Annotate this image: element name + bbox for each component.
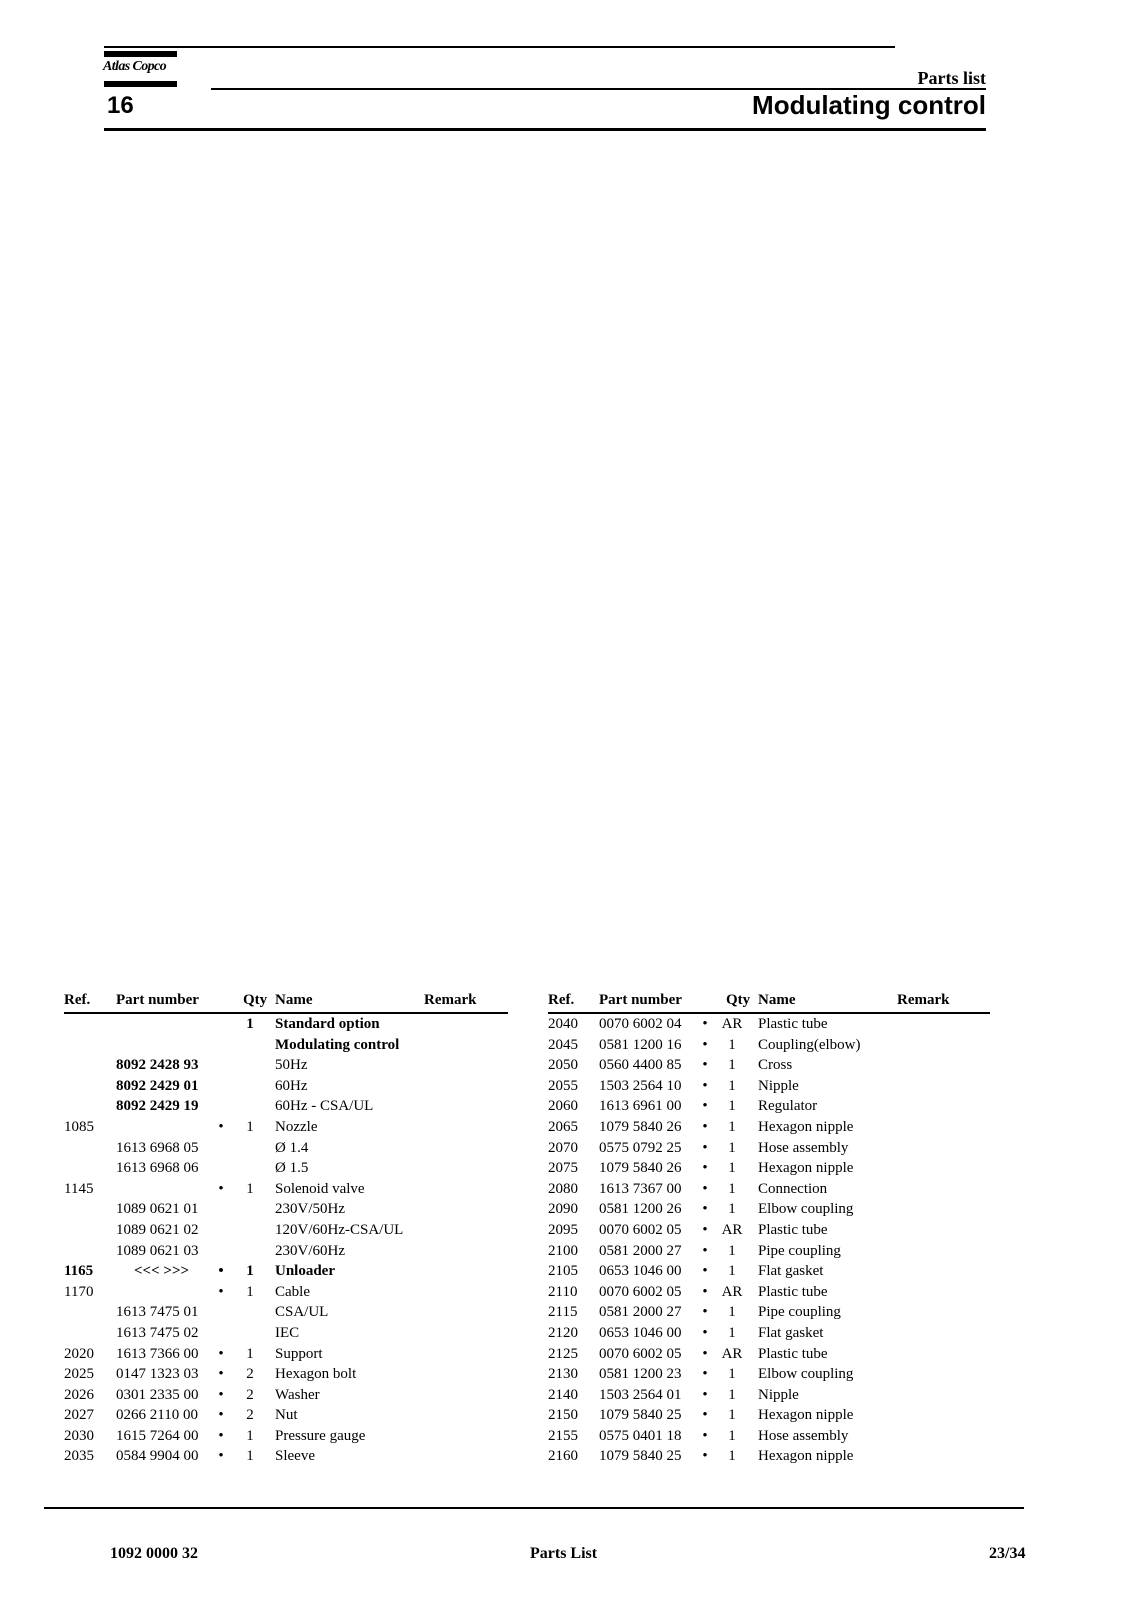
table-row bbox=[64, 1282, 508, 1303]
part-number-cell: 0301 2335 00 bbox=[116, 1386, 199, 1403]
part-number-cell: 1089 0621 02 bbox=[116, 1221, 199, 1238]
bullet-cell: • bbox=[702, 1448, 708, 1465]
bullet-cell: • bbox=[702, 1180, 708, 1197]
bullet-cell: • bbox=[702, 1304, 708, 1321]
bullet-cell: • bbox=[702, 1057, 708, 1074]
ref-cell: 2045 bbox=[548, 1036, 578, 1053]
table-row bbox=[548, 1364, 990, 1385]
table-row bbox=[64, 1158, 508, 1179]
header-part-number: Part number bbox=[599, 992, 682, 1008]
bullet-cell: • bbox=[218, 1427, 224, 1444]
qty-cell: 1 bbox=[246, 1016, 254, 1032]
part-number-cell: 1613 7475 02 bbox=[116, 1324, 199, 1341]
table-row bbox=[548, 1138, 990, 1159]
qty-cell: 1 bbox=[728, 1386, 736, 1403]
table-row bbox=[548, 1385, 990, 1406]
part-number-cell: 0581 2000 27 bbox=[599, 1304, 682, 1321]
table-row bbox=[548, 1405, 990, 1426]
part-number-cell: 1079 5840 26 bbox=[599, 1160, 682, 1177]
qty-cell: 1 bbox=[728, 1263, 736, 1280]
name-cell: Elbow coupling bbox=[758, 1366, 854, 1383]
table-row bbox=[64, 1302, 508, 1323]
table-row bbox=[64, 1385, 508, 1406]
table-row bbox=[548, 1035, 990, 1056]
table-row bbox=[548, 1179, 990, 1200]
part-number-cell: 1089 0621 01 bbox=[116, 1201, 199, 1218]
part-number-cell: 1613 6961 00 bbox=[599, 1098, 682, 1115]
part-number-cell: 8092 2428 93 bbox=[116, 1057, 199, 1074]
qty-cell: 1 bbox=[728, 1180, 736, 1197]
ref-cell: 1165 bbox=[64, 1263, 94, 1280]
qty-cell: AR bbox=[721, 1283, 743, 1300]
part-number-cell: 1079 5840 25 bbox=[599, 1407, 682, 1424]
name-cell: Pipe coupling bbox=[758, 1242, 841, 1259]
table-header bbox=[64, 992, 508, 1012]
ref-cell: 1085 bbox=[64, 1118, 94, 1135]
table-row bbox=[548, 1426, 990, 1447]
name-cell: Cable bbox=[275, 1283, 310, 1300]
part-number-cell: 1089 0621 03 bbox=[116, 1242, 199, 1259]
part-number-cell: 1613 7366 00 bbox=[116, 1345, 199, 1362]
table-row bbox=[548, 1158, 990, 1179]
bullet-cell: • bbox=[702, 1139, 708, 1156]
table-row bbox=[64, 1117, 508, 1138]
qty-cell: 1 bbox=[728, 1139, 736, 1156]
part-number-cell: <<< >>> bbox=[134, 1263, 190, 1280]
ref-cell: 2140 bbox=[548, 1386, 578, 1403]
qty-cell: AR bbox=[721, 1016, 743, 1032]
ref-cell: 2030 bbox=[64, 1427, 94, 1444]
table-row bbox=[548, 1241, 990, 1262]
qty-cell: 2 bbox=[246, 1366, 254, 1383]
bullet-cell: • bbox=[702, 1160, 708, 1177]
parts-table-left bbox=[64, 992, 508, 1465]
table-row bbox=[548, 1199, 990, 1220]
table-row bbox=[548, 1117, 990, 1138]
table-header bbox=[548, 992, 990, 1012]
name-cell: 50Hz bbox=[275, 1057, 308, 1074]
ref-cell: 2040 bbox=[548, 1016, 578, 1032]
ref-cell: 2095 bbox=[548, 1221, 578, 1238]
name-cell: Connection bbox=[758, 1180, 828, 1197]
name-cell: CSA/UL bbox=[275, 1304, 329, 1321]
ref-cell: 2150 bbox=[548, 1407, 578, 1424]
bullet-cell: • bbox=[702, 1283, 708, 1300]
name-cell: Sleeve bbox=[275, 1448, 315, 1465]
ref-cell: 2155 bbox=[548, 1427, 578, 1444]
name-cell: Plastic tube bbox=[758, 1016, 828, 1032]
header-ref: Ref. bbox=[548, 992, 575, 1008]
name-cell: Plastic tube bbox=[758, 1283, 828, 1300]
table-body bbox=[548, 1014, 990, 1467]
bullet-cell: • bbox=[702, 1118, 708, 1135]
table-row bbox=[548, 1323, 990, 1344]
qty-cell: 1 bbox=[728, 1036, 736, 1053]
bullet-cell: • bbox=[218, 1407, 224, 1424]
name-cell: Standard option bbox=[275, 1016, 380, 1032]
part-number-cell: 1613 6968 06 bbox=[116, 1160, 199, 1177]
bullet-cell: • bbox=[702, 1324, 708, 1341]
name-cell: Cross bbox=[758, 1057, 793, 1074]
ref-cell: 2160 bbox=[548, 1448, 578, 1465]
parts-table-right bbox=[548, 992, 990, 1465]
part-number-cell: 1503 2564 01 bbox=[599, 1386, 682, 1403]
name-cell: Hose assembly bbox=[758, 1427, 849, 1444]
ref-cell: 2026 bbox=[64, 1386, 94, 1403]
table-row bbox=[64, 1323, 508, 1344]
table-row bbox=[64, 1364, 508, 1385]
table-row bbox=[548, 1055, 990, 1076]
bullet-cell: • bbox=[702, 1016, 708, 1032]
header-ref: Ref. bbox=[64, 992, 91, 1008]
table-row bbox=[548, 1282, 990, 1303]
ref-cell: 2055 bbox=[548, 1077, 578, 1094]
qty-cell: AR bbox=[721, 1345, 743, 1362]
part-number-cell: 0581 2000 27 bbox=[599, 1242, 682, 1259]
part-number-cell: 0581 1200 26 bbox=[599, 1201, 682, 1218]
part-number-cell: 0581 1200 16 bbox=[599, 1036, 682, 1053]
part-number-cell: 0584 9904 00 bbox=[116, 1448, 199, 1465]
ref-cell: 2070 bbox=[548, 1139, 578, 1156]
bullet-cell: • bbox=[218, 1118, 224, 1135]
part-number-cell: 0147 1323 03 bbox=[116, 1366, 199, 1383]
qty-cell: 1 bbox=[728, 1366, 736, 1383]
name-cell: Elbow coupling bbox=[758, 1201, 854, 1218]
footer-doc-number: 1092 0000 32 bbox=[110, 1545, 198, 1562]
ref-cell: 2060 bbox=[548, 1098, 578, 1115]
table-row bbox=[548, 1014, 990, 1035]
name-cell: Nut bbox=[275, 1407, 298, 1424]
bullet-cell: • bbox=[218, 1366, 224, 1383]
table-body bbox=[64, 1014, 508, 1467]
header-remark: Remark bbox=[897, 992, 950, 1008]
part-number-cell: 0581 1200 23 bbox=[599, 1366, 682, 1383]
part-number-cell: 1613 6968 05 bbox=[116, 1139, 199, 1156]
name-cell: 230V/50Hz bbox=[275, 1201, 345, 1218]
name-cell: Ø 1.4 bbox=[275, 1139, 309, 1156]
qty-cell: 1 bbox=[246, 1427, 254, 1444]
name-cell: Hose assembly bbox=[758, 1139, 849, 1156]
part-number-cell: 0070 6002 05 bbox=[599, 1283, 682, 1300]
table-row bbox=[64, 1241, 508, 1262]
name-cell: Hexagon nipple bbox=[758, 1118, 854, 1135]
ref-cell: 2025 bbox=[64, 1366, 94, 1383]
table-row bbox=[64, 1035, 508, 1056]
ref-cell: 2075 bbox=[548, 1160, 578, 1177]
name-cell: 60Hz - CSA/UL bbox=[275, 1098, 374, 1115]
name-cell: 230V/60Hz bbox=[275, 1242, 345, 1259]
name-cell: Nipple bbox=[758, 1077, 799, 1094]
part-number-cell: 0653 1046 00 bbox=[599, 1324, 682, 1341]
table-row bbox=[548, 1076, 990, 1097]
name-cell: Modulating control bbox=[275, 1036, 400, 1053]
ref-cell: 2110 bbox=[548, 1283, 578, 1300]
ref-cell: 2105 bbox=[548, 1263, 578, 1280]
part-number-cell: 0560 4400 85 bbox=[599, 1057, 682, 1074]
table-row bbox=[64, 1138, 508, 1159]
part-number-cell: 1613 7367 00 bbox=[599, 1180, 682, 1197]
bullet-cell: • bbox=[218, 1386, 224, 1403]
table-row bbox=[64, 1179, 508, 1200]
name-cell: Pipe coupling bbox=[758, 1304, 841, 1321]
qty-cell: 1 bbox=[246, 1118, 254, 1135]
qty-cell: 1 bbox=[246, 1263, 254, 1280]
bullet-cell: • bbox=[702, 1366, 708, 1383]
bullet-cell: • bbox=[702, 1201, 708, 1218]
qty-cell: 1 bbox=[728, 1118, 736, 1135]
part-number-cell: 1079 5840 26 bbox=[599, 1118, 682, 1135]
name-cell: Washer bbox=[275, 1386, 320, 1403]
qty-cell: AR bbox=[721, 1221, 743, 1238]
qty-cell: 1 bbox=[728, 1057, 736, 1074]
bullet-cell: • bbox=[702, 1407, 708, 1424]
logo-bar-top bbox=[104, 51, 177, 57]
name-cell: Pressure gauge bbox=[275, 1427, 366, 1444]
part-number-cell: 0070 6002 05 bbox=[599, 1345, 682, 1362]
qty-cell: 2 bbox=[246, 1407, 254, 1424]
qty-cell: 1 bbox=[728, 1098, 736, 1115]
part-number-cell: 8092 2429 01 bbox=[116, 1077, 199, 1094]
name-cell: Hexagon bolt bbox=[275, 1366, 357, 1383]
table-row bbox=[548, 1446, 990, 1467]
table-row bbox=[548, 1220, 990, 1241]
ref-cell: 2130 bbox=[548, 1366, 578, 1383]
qty-cell: 1 bbox=[728, 1407, 736, 1424]
table-row bbox=[64, 1220, 508, 1241]
qty-cell: 1 bbox=[728, 1427, 736, 1444]
bullet-cell: • bbox=[218, 1283, 224, 1300]
name-cell: Regulator bbox=[758, 1098, 818, 1115]
table-row bbox=[548, 1302, 990, 1323]
header-name: Name bbox=[758, 992, 796, 1008]
name-cell: IEC bbox=[275, 1324, 300, 1341]
table-row bbox=[548, 1261, 990, 1282]
part-number-cell: 8092 2429 19 bbox=[116, 1098, 199, 1115]
doc-type-label: Parts list bbox=[917, 68, 986, 88]
qty-cell: 1 bbox=[728, 1077, 736, 1094]
part-number-cell: 1503 2564 10 bbox=[599, 1077, 682, 1094]
header-name: Name bbox=[275, 992, 313, 1008]
ref-cell: 2090 bbox=[548, 1201, 578, 1218]
footer-page-number: 23/34 bbox=[989, 1545, 1026, 1562]
header-qty: Qty bbox=[243, 992, 268, 1008]
qty-cell: 1 bbox=[728, 1448, 736, 1465]
ref-cell: 2100 bbox=[548, 1242, 578, 1259]
table-row bbox=[64, 1405, 508, 1426]
qty-cell: 1 bbox=[728, 1242, 736, 1259]
ref-cell: 2120 bbox=[548, 1324, 578, 1341]
header-part-number: Part number bbox=[116, 992, 199, 1008]
name-cell: Support bbox=[275, 1345, 323, 1362]
table-row bbox=[64, 1426, 508, 1447]
ref-cell: 1170 bbox=[64, 1283, 94, 1300]
bullet-cell: • bbox=[218, 1180, 224, 1197]
table-row bbox=[64, 1261, 508, 1282]
qty-cell: 1 bbox=[246, 1345, 254, 1362]
bullet-cell: • bbox=[702, 1263, 708, 1280]
part-number-cell: 1615 7264 00 bbox=[116, 1427, 199, 1444]
section-number: 16 bbox=[107, 92, 134, 119]
part-number-cell: 0070 6002 05 bbox=[599, 1221, 682, 1238]
header-top-rule bbox=[104, 46, 895, 48]
qty-cell: 1 bbox=[246, 1283, 254, 1300]
name-cell: Hexagon nipple bbox=[758, 1448, 854, 1465]
bullet-cell: • bbox=[702, 1036, 708, 1053]
name-cell: Nozzle bbox=[275, 1118, 318, 1135]
part-number-cell: 0653 1046 00 bbox=[599, 1263, 682, 1280]
name-cell: Hexagon nipple bbox=[758, 1160, 854, 1177]
ref-cell: 2027 bbox=[64, 1407, 94, 1424]
table-row bbox=[548, 1096, 990, 1117]
qty-cell: 1 bbox=[246, 1448, 254, 1465]
bullet-cell: • bbox=[218, 1448, 224, 1465]
ref-cell: 2125 bbox=[548, 1345, 578, 1362]
part-number-cell: 0575 0792 25 bbox=[599, 1139, 682, 1156]
table-row bbox=[64, 1055, 508, 1076]
name-cell: Hexagon nipple bbox=[758, 1407, 854, 1424]
name-cell: Coupling(elbow) bbox=[758, 1036, 861, 1053]
qty-cell: 1 bbox=[246, 1180, 254, 1197]
ref-cell: 2065 bbox=[548, 1118, 578, 1135]
qty-cell: 1 bbox=[728, 1324, 736, 1341]
header-remark: Remark bbox=[424, 992, 477, 1008]
table-row bbox=[64, 1446, 508, 1467]
bullet-cell: • bbox=[218, 1345, 224, 1362]
part-number-cell: 1079 5840 25 bbox=[599, 1448, 682, 1465]
name-cell: Unloader bbox=[275, 1263, 335, 1280]
footer-doc-title: Parts List bbox=[530, 1545, 598, 1562]
qty-cell: 1 bbox=[728, 1201, 736, 1218]
qty-cell: 1 bbox=[728, 1304, 736, 1321]
bullet-cell: • bbox=[702, 1427, 708, 1444]
name-cell: 60Hz bbox=[275, 1077, 308, 1094]
atlas-copco-logo: Atlas Copco bbox=[103, 59, 167, 74]
ref-cell: 2115 bbox=[548, 1304, 578, 1321]
ref-cell: 2035 bbox=[64, 1448, 94, 1465]
footer-rule bbox=[44, 1507, 1024, 1509]
part-number-cell: 0266 2110 00 bbox=[116, 1407, 198, 1424]
bullet-cell: • bbox=[702, 1345, 708, 1362]
qty-cell: 2 bbox=[246, 1386, 254, 1403]
name-cell: Ø 1.5 bbox=[275, 1160, 309, 1177]
section-title: Modulating control bbox=[752, 90, 986, 120]
ref-cell: 2020 bbox=[64, 1345, 94, 1362]
ref-cell: 2080 bbox=[548, 1180, 578, 1197]
bullet-cell: • bbox=[702, 1386, 708, 1403]
ref-cell: 1145 bbox=[64, 1180, 94, 1197]
bullet-cell: • bbox=[702, 1242, 708, 1259]
qty-cell: 1 bbox=[728, 1160, 736, 1177]
bullet-cell: • bbox=[702, 1077, 708, 1094]
header-bottom-rule bbox=[104, 128, 986, 131]
name-cell: Flat gasket bbox=[758, 1263, 824, 1280]
name-cell: Plastic tube bbox=[758, 1345, 828, 1362]
table-row bbox=[64, 1014, 508, 1035]
part-number-cell: 0575 0401 18 bbox=[599, 1427, 682, 1444]
name-cell: Nipple bbox=[758, 1386, 799, 1403]
table-row bbox=[64, 1076, 508, 1097]
part-number-cell: 0070 6002 04 bbox=[599, 1016, 682, 1032]
name-cell: Plastic tube bbox=[758, 1221, 828, 1238]
table-row bbox=[548, 1344, 990, 1365]
name-cell: Solenoid valve bbox=[275, 1180, 365, 1197]
name-cell: 120V/60Hz-CSA/UL bbox=[275, 1221, 404, 1238]
ref-cell: 2050 bbox=[548, 1057, 578, 1074]
bullet-cell: • bbox=[702, 1221, 708, 1238]
table-row bbox=[64, 1344, 508, 1365]
logo-bar-bottom bbox=[104, 81, 177, 87]
part-number-cell: 1613 7475 01 bbox=[116, 1304, 199, 1321]
bullet-cell: • bbox=[218, 1263, 224, 1280]
table-row bbox=[64, 1199, 508, 1220]
bullet-cell: • bbox=[702, 1098, 708, 1115]
header-qty: Qty bbox=[726, 992, 751, 1008]
name-cell: Flat gasket bbox=[758, 1324, 824, 1341]
table-row bbox=[64, 1096, 508, 1117]
